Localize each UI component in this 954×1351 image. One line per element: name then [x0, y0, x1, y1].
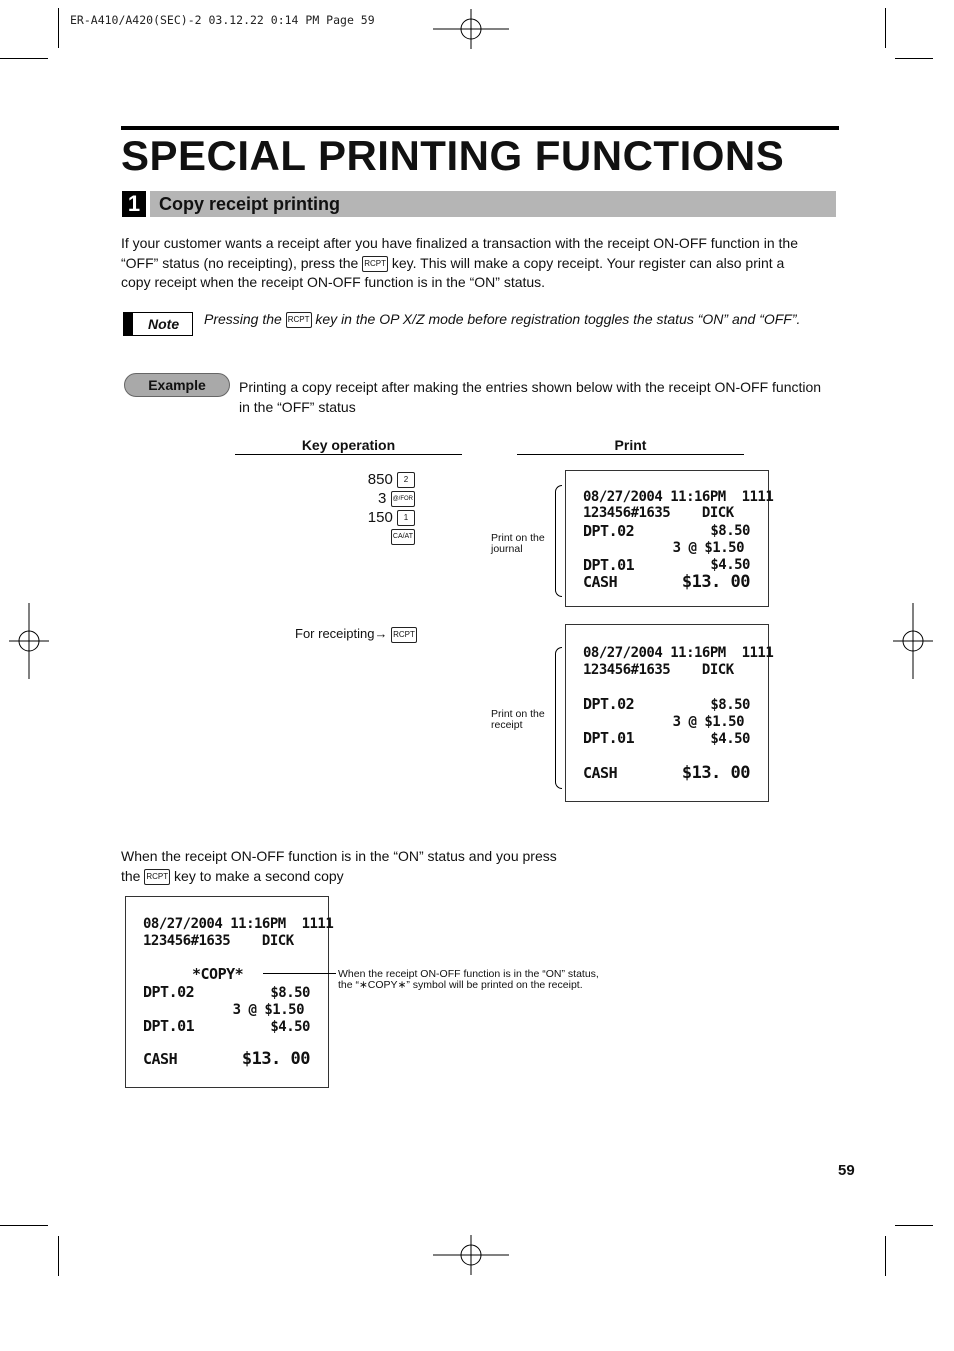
print-line: CASH [143, 1050, 178, 1068]
print-line: $4.50 [710, 557, 750, 573]
intro-line: “OFF” status (no receipting), press the RCPT key. This will make a copy receipt. Your register can also print a [121, 254, 785, 271]
print-line: $8.50 [710, 697, 750, 713]
example-line: Printing a copy receipt after making the entries shown below with the receipt ON-OFF function [239, 379, 822, 395]
copy-symbol: *COPY* [192, 965, 244, 983]
example-badge: Example [124, 373, 230, 397]
second-copy-line: the RCPT key to make a second copy [121, 867, 344, 884]
print-header: ER-A410/A420(SEC)-2 03.12.22 0:14 PM Page 59 [70, 13, 375, 27]
caat-key-icon: CA/AT [391, 529, 415, 545]
callout-line [263, 973, 336, 974]
print-heading: Print [614, 437, 647, 453]
print-line: DPT.01 [583, 729, 635, 747]
note-label: Note [148, 316, 180, 332]
intro-line: If your customer wants a receipt after you have finalized a transaction with the receipt ON-OFF function in the [121, 235, 798, 251]
print-line: 08/27/2004 11:16PM 1111 [143, 916, 334, 932]
print-line: 08/27/2004 11:16PM 1111 [583, 489, 774, 505]
for-key-icon: @/FOR [391, 491, 415, 507]
dept1-key-icon: 1 [397, 510, 415, 526]
section-number: 1 [122, 191, 146, 217]
key-operation-heading: Key operation [301, 437, 396, 453]
example-line: in the “OFF” status [239, 398, 356, 415]
print-line: 08/27/2004 11:16PM 1111 [583, 645, 774, 661]
journal-brace [555, 485, 562, 597]
page-title: SPECIAL PRINTING FUNCTIONS [121, 132, 785, 179]
example-text [239, 378, 849, 417]
callout-line-text: the “∗COPY∗” symbol will be printed on the receipt. [338, 979, 583, 991]
note-marker [123, 312, 133, 336]
journal-label: Print on the journal [491, 532, 545, 555]
journal-print [565, 470, 774, 607]
for-receipting-label: For receipting→ RCPT [295, 626, 415, 641]
page-number: 59 [838, 1162, 855, 1179]
print-line: 123456#1635 DICK [583, 505, 734, 521]
rcpt-key-icon: RCPT [144, 869, 170, 885]
title-rule [121, 126, 839, 130]
key-op-row: 3 @/FOR [378, 490, 413, 507]
print-line: 123456#1635 DICK [583, 662, 734, 678]
print-line: $4.50 [270, 1019, 310, 1035]
print-line: CASH [583, 573, 618, 591]
rcpt-key-icon: RCPT [391, 627, 417, 643]
second-copy-text [121, 847, 591, 886]
print-line: $8.50 [270, 985, 310, 1001]
print-line: 3 @ $1.50 [672, 714, 744, 730]
print-line: 3 @ $1.50 [672, 540, 744, 556]
print-line: CASH [583, 764, 618, 782]
receipt-print [565, 624, 774, 802]
print-line: $13. 00 [681, 572, 750, 592]
key-op-row [340, 527, 415, 546]
second-copy-line: When the receipt ON-OFF function is in the “ON” status and you press [121, 848, 557, 864]
heading-rule [517, 454, 744, 455]
rcpt-key-icon: RCPT [362, 256, 388, 272]
print-line: DPT.01 [583, 556, 635, 574]
key-op-row: 150 1 [340, 508, 415, 527]
key-operation-list [340, 470, 415, 546]
print-line: DPT.01 [143, 1017, 195, 1035]
key-op-row: 850 2 [340, 470, 415, 489]
print-line: $13. 00 [681, 763, 750, 783]
print-line: DPT.02 [583, 522, 635, 540]
heading-rule [235, 454, 462, 455]
intro-paragraph [121, 234, 851, 293]
print-line: $13. 00 [241, 1049, 310, 1069]
receipt-label: Print on the receipt [491, 708, 545, 731]
note-text: Pressing the RCPT key in the OP X/Z mode before registration toggles the status “ON” and “OFF”. [204, 311, 801, 327]
rcpt-key-icon: RCPT [286, 312, 312, 328]
copy-callout-text [338, 969, 638, 991]
print-line: $4.50 [710, 731, 750, 747]
dept2-key-icon: 2 [397, 472, 415, 488]
receipt-brace [555, 647, 562, 789]
callout-line-text: When the receipt ON-OFF function is in the “ON” status, [338, 968, 599, 980]
print-line: 123456#1635 DICK [143, 933, 294, 949]
section-title: Copy receipt printing [159, 194, 341, 214]
copy-receipt-print [125, 896, 334, 1088]
print-line: 3 @ $1.50 [232, 1002, 304, 1018]
intro-line: copy receipt when the receipt ON-OFF function is in the “ON” status. [121, 274, 546, 290]
print-line: DPT.02 [583, 695, 635, 713]
print-line: $8.50 [710, 523, 750, 539]
print-line: DPT.02 [143, 983, 195, 1001]
